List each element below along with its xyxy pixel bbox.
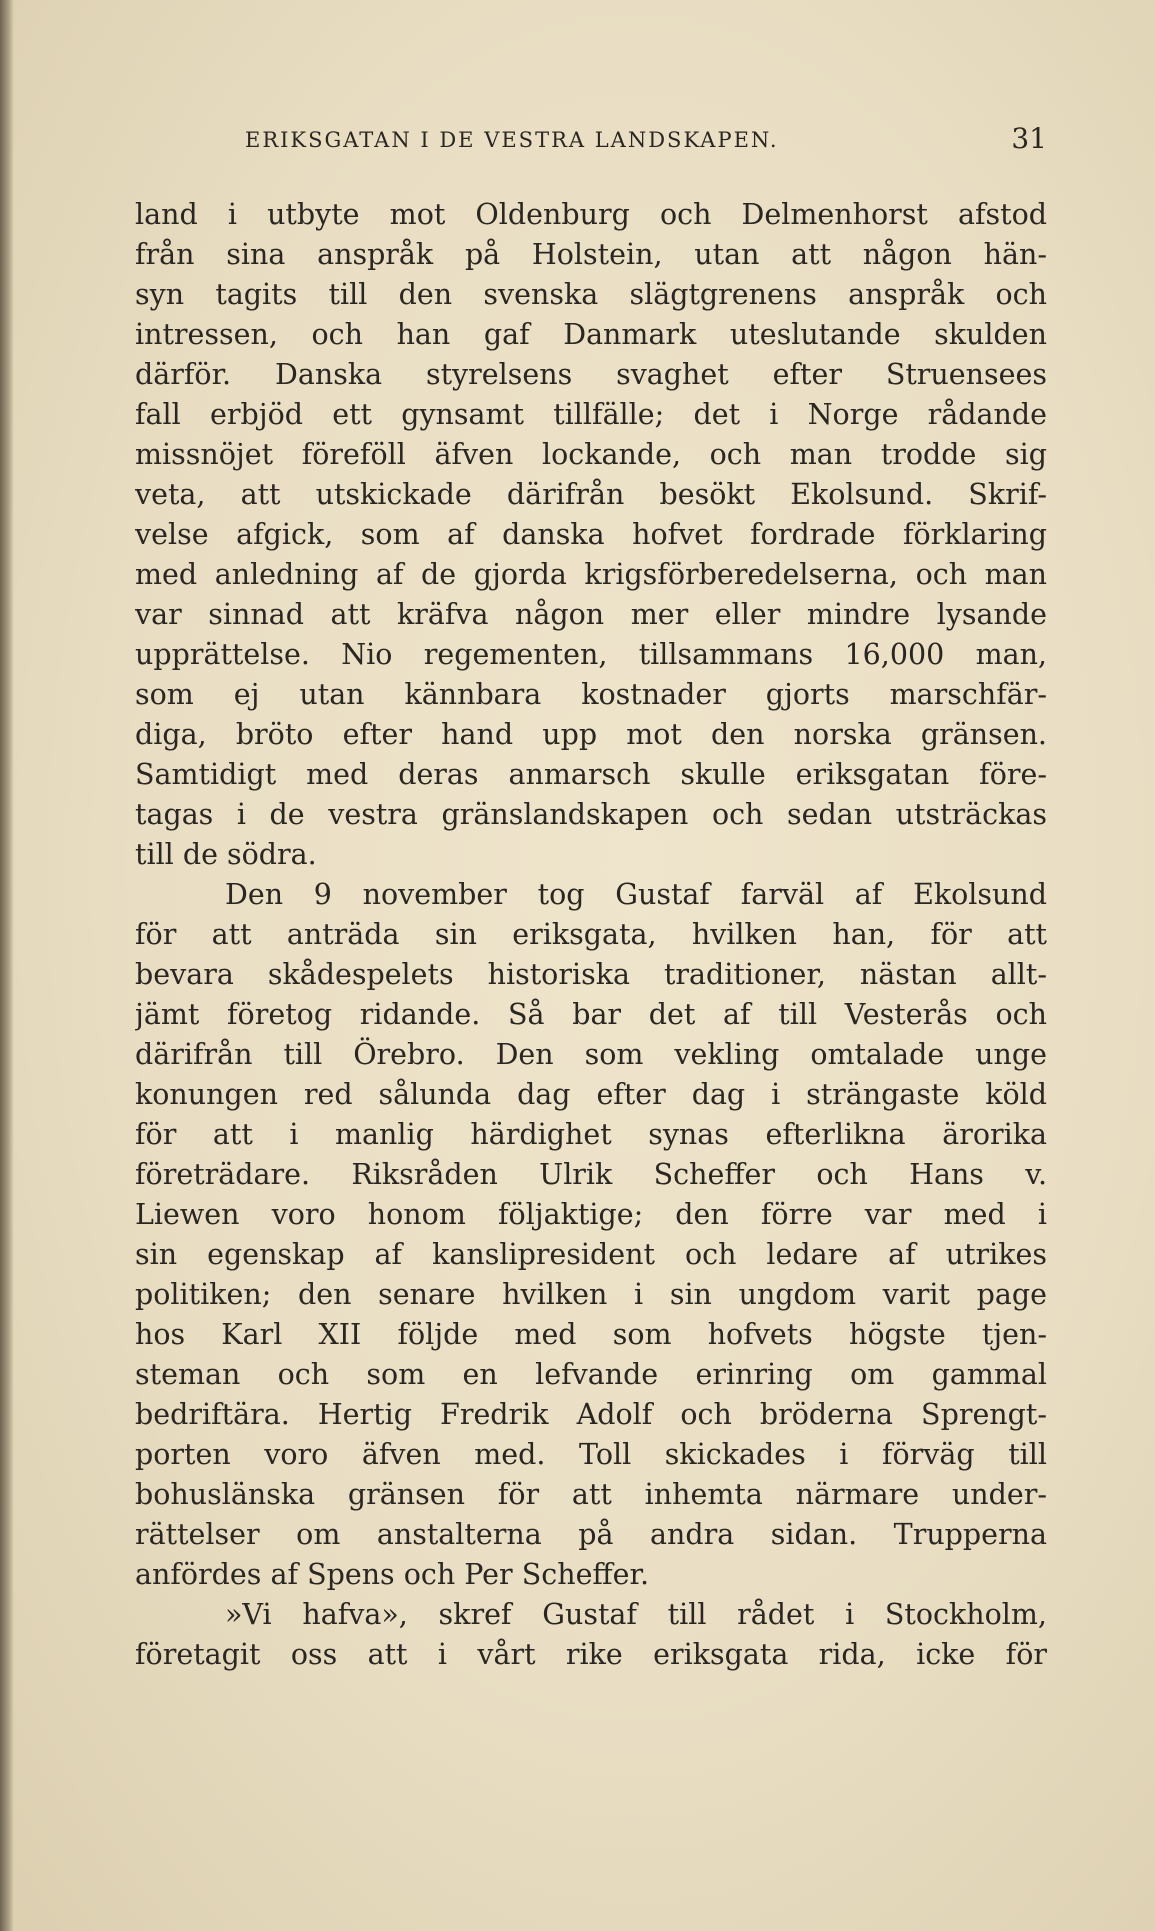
text-line: Liewen voro honom följaktige; den förre var med i xyxy=(135,1198,1047,1231)
text-line: upprättelse. Nio regementen, tillsammans 16,000 man, xyxy=(135,638,1047,671)
text-line: som ej utan kännbara kostnader gjorts marschfär- xyxy=(135,678,1047,711)
text-line: för att i manlig härdighet synas efterlikna ärorika xyxy=(135,1118,1047,1151)
text-line: företagit oss att i vårt rike eriksgata rida, icke för xyxy=(135,1638,1047,1671)
text-line: konungen red sålunda dag efter dag i strängaste köld xyxy=(135,1078,1047,1111)
text-line: Samtidigt med deras anmarsch skulle eriksgatan före- xyxy=(135,758,1047,791)
text-line: jämt företog ridande. Så bar det af till Vesterås och xyxy=(135,998,1047,1031)
text-line: sin egenskap af kanslipresident och ledare af utrikes xyxy=(135,1238,1047,1271)
text-line: veta, att utskickade därifrån besökt Ekolsund. Skrif- xyxy=(135,478,1047,511)
text-line: syn tagits till den svenska slägtgrenens anspråk och xyxy=(135,278,1047,311)
text-line: därifrån till Örebro. Den som vekling omtalade unge xyxy=(135,1038,1047,1071)
text-line: var sinnad att kräfva någon mer eller mindre lysande xyxy=(135,598,1047,631)
text-line: porten voro äfven med. Toll skickades i förväg till xyxy=(135,1438,1047,1471)
text-line: intressen, och han gaf Danmark uteslutande skulden xyxy=(135,318,1047,351)
body-text xyxy=(135,195,1047,1675)
text-line: politiken; den senare hvilken i sin ungdom varit page xyxy=(135,1278,1047,1311)
paragraph-start-line: »Vi hafva», skref Gustaf till rådet i Stockholm, xyxy=(225,1598,1047,1631)
paragraph-end-line: anfördes af Spens och Per Scheffer. xyxy=(135,1558,650,1591)
page-header xyxy=(195,122,1047,158)
paragraph-end-line: till de södra. xyxy=(135,838,317,871)
text-line: missnöjet föreföll äfven lockande, och man trodde sig xyxy=(135,438,1047,471)
text-line: rättelser om anstalterna på andra sidan. Truppernа xyxy=(135,1518,1047,1551)
text-line: med anledning af de gjorda krigsförberedelserna, och man xyxy=(135,558,1047,591)
page-number: 31 xyxy=(1011,122,1047,155)
text-line: från sina anspråk på Holstein, utan att någon hän- xyxy=(135,238,1047,271)
text-line: fall erbjöd ett gynsamt tillfälle; det i Norge rådande xyxy=(135,398,1047,431)
text-line: tagas i de vestra gränslandskapen och sedan utsträckas xyxy=(135,798,1047,831)
text-line: för att anträda sin eriksgata, hvilken han, för att xyxy=(135,918,1047,951)
text-line: bohuslänska gränsen för att inhemta närmare under- xyxy=(135,1478,1047,1511)
text-line: hos Karl XII följde med som hofvets högste tjen- xyxy=(135,1318,1047,1351)
text-line: diga, bröto efter hand upp mot den norska gränsen. xyxy=(135,718,1047,751)
page-spine-shadow xyxy=(0,0,14,1931)
paragraph-start-line: Den 9 november tog Gustaf farväl af Ekolsund xyxy=(225,878,1047,911)
text-line: bedriftära. Hertig Fredrik Adolf och bröderna Sprengt- xyxy=(135,1398,1047,1431)
text-line: land i utbyte mot Oldenburg och Delmenhorst afstod xyxy=(135,198,1047,231)
text-line: därför. Danska styrelsens svaghet efter Struensees xyxy=(135,358,1047,391)
text-line: steman och som en lefvande erinring om gammal xyxy=(135,1358,1047,1391)
text-line: bevara skådespelets historiska traditioner, nästan allt- xyxy=(135,958,1047,991)
text-line: företrädare. Riksråden Ulrik Scheffer och Hans v. xyxy=(135,1158,1047,1191)
running-title: ERIKSGATAN I DE VESTRA LANDSKAPEN. xyxy=(245,128,779,152)
text-line: velse afgick, som af danska hofvet fordrade förklaring xyxy=(135,518,1047,551)
